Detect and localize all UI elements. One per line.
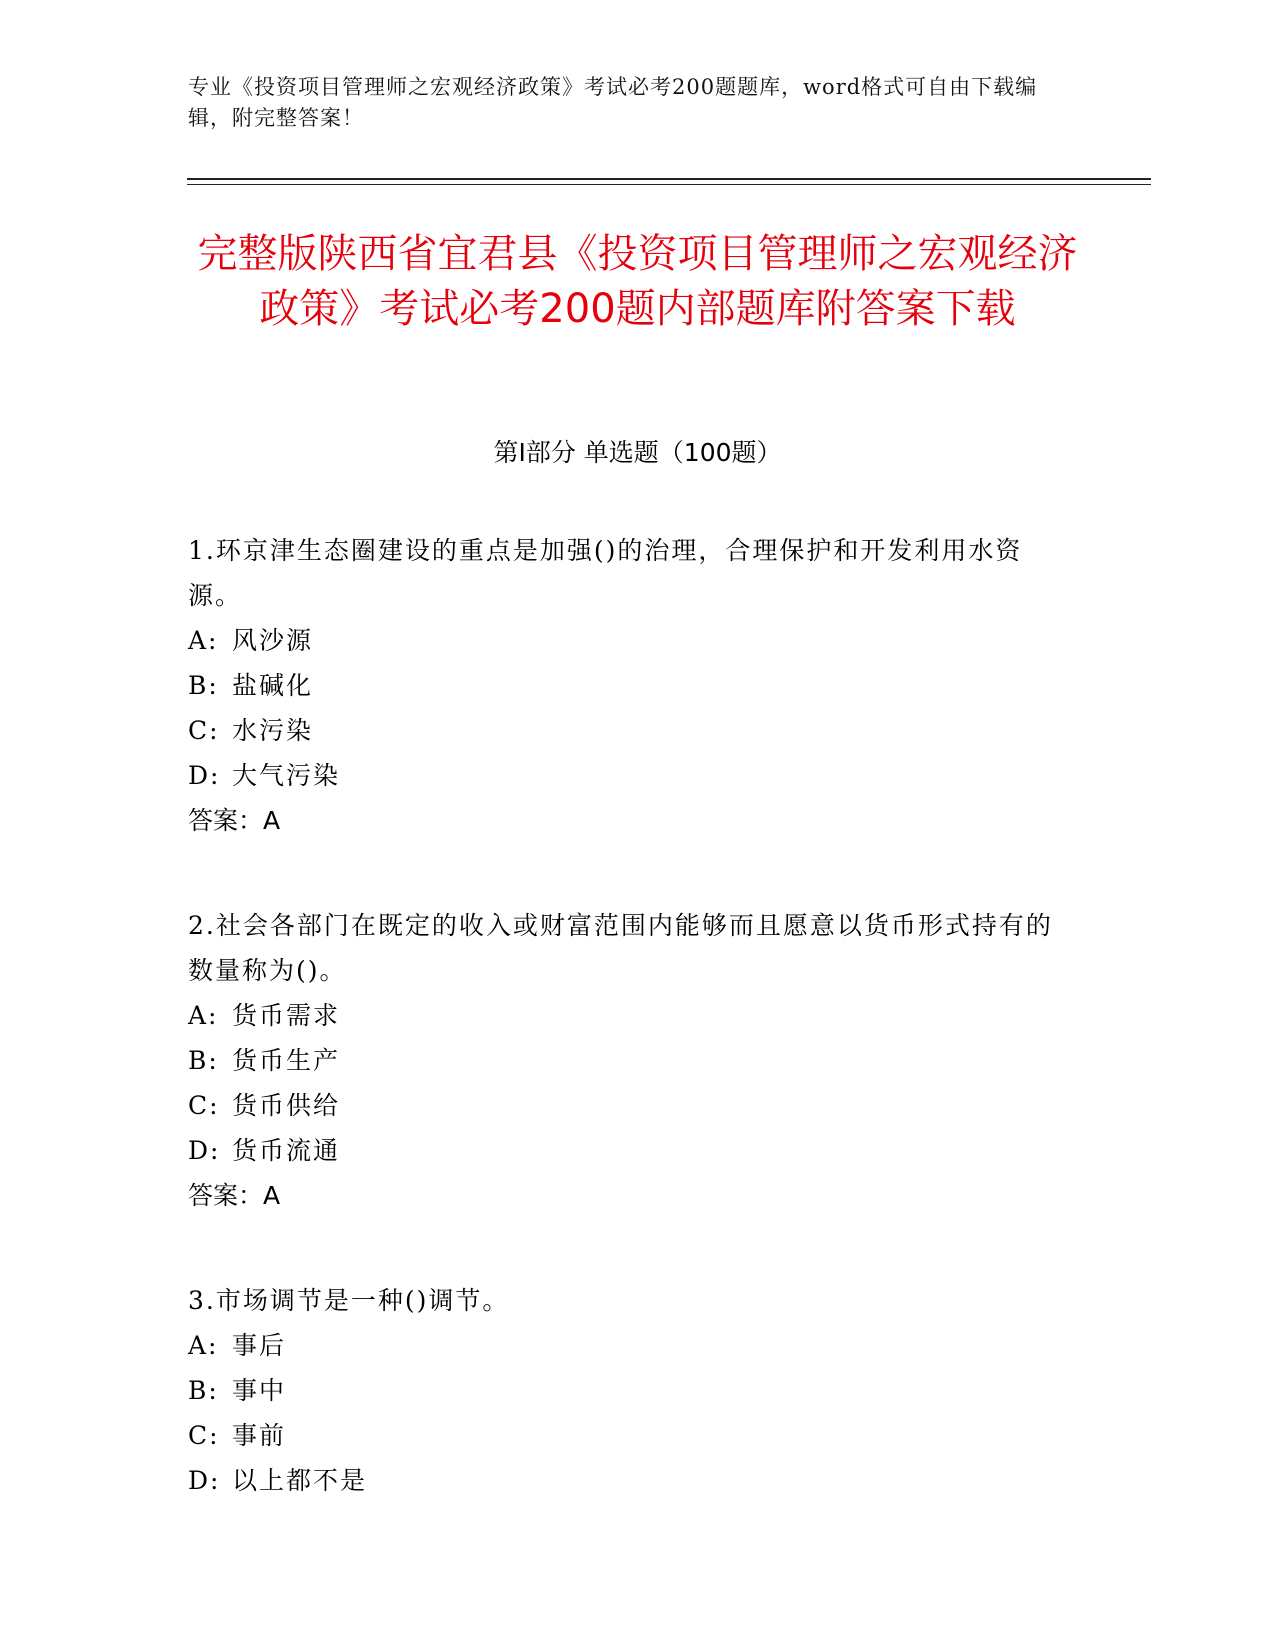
option-key: A: xyxy=(188,1331,219,1360)
option-text: 货币需求 xyxy=(232,1001,341,1030)
option-text: 盐碱化 xyxy=(232,671,314,700)
option-d xyxy=(188,1458,1068,1503)
option-key: C: xyxy=(188,1421,220,1450)
question-stem: 1.环京津生态圈建设的重点是加强()的治理，合理保护和开发利用水资源。 xyxy=(188,536,1023,610)
option-key: B: xyxy=(188,671,219,700)
option-text: 水污染 xyxy=(232,716,314,745)
option-c xyxy=(188,1413,1068,1458)
option-a xyxy=(188,1323,1068,1368)
question-3 xyxy=(188,1278,1068,1503)
option-text: 货币供给 xyxy=(232,1091,341,1120)
answer-line: 答案：A xyxy=(188,806,281,835)
answer-line: 答案：A xyxy=(188,1181,281,1210)
section-title: 第Ⅰ部分 单选题（100题） xyxy=(493,438,782,467)
option-d xyxy=(188,753,1068,798)
option-key: A: xyxy=(188,1001,219,1030)
option-text: 风沙源 xyxy=(232,626,314,655)
option-key: B: xyxy=(188,1046,219,1075)
page-header-text: 专业《投资项目管理师之宏观经济政策》考试必考200题题库，word格式可自由下载编辑，附完整答案！ xyxy=(188,75,1038,130)
option-key: D: xyxy=(188,761,221,790)
option-c xyxy=(188,1083,1068,1128)
header-divider-thin xyxy=(187,184,1151,185)
document-title: 完整版陕西省宜君县《投资项目管理师之宏观经济政策》考试必考200题内部题库附答案下载 xyxy=(197,231,1078,332)
question-2 xyxy=(188,903,1068,1218)
option-text: 事前 xyxy=(232,1421,287,1450)
option-key: D: xyxy=(188,1466,221,1495)
option-d xyxy=(188,1128,1068,1173)
option-text: 大气污染 xyxy=(232,761,341,790)
question-1 xyxy=(188,528,1068,843)
option-text: 货币生产 xyxy=(232,1046,341,1075)
option-text: 以上都不是 xyxy=(232,1466,368,1495)
option-a xyxy=(188,618,1068,663)
option-b xyxy=(188,1038,1068,1083)
option-b xyxy=(188,663,1068,708)
option-text: 事中 xyxy=(232,1376,287,1405)
option-a xyxy=(188,993,1068,1038)
option-key: C: xyxy=(188,716,220,745)
option-key: C: xyxy=(188,1091,220,1120)
question-stem: 2.社会各部门在既定的收入或财富范围内能够而且愿意以货币形式持有的数量称为()。 xyxy=(188,911,1053,985)
question-stem: 3.市场调节是一种()调节。 xyxy=(188,1286,510,1315)
option-key: D: xyxy=(188,1136,221,1165)
question-list xyxy=(188,528,1068,1563)
option-key: B: xyxy=(188,1376,219,1405)
option-b xyxy=(188,1368,1068,1413)
header-divider-thick xyxy=(187,178,1151,180)
option-key: A: xyxy=(188,626,219,655)
option-c xyxy=(188,708,1068,753)
option-text: 货币流通 xyxy=(232,1136,341,1165)
option-text: 事后 xyxy=(232,1331,287,1360)
